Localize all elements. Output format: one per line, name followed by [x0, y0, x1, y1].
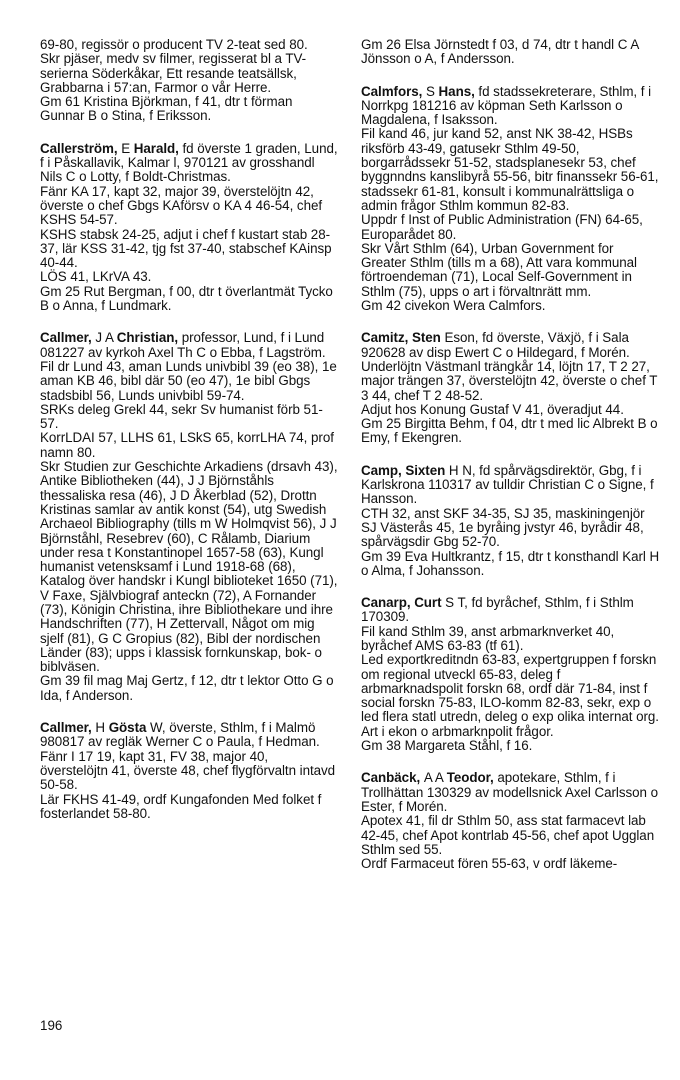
entry-paragraph: Skr Vårt Sthlm (64), Urban Government for Greater Sthlm (tills m a 68), Att vara kommunal förtroendeman (71), Local Self-Government in Sthlm (75), upps o art i förvaltnrätt mm.	[361, 240, 637, 299]
given-called-name: Harald,	[133, 140, 179, 156]
surname: Callmer,	[40, 330, 92, 346]
biography-entry	[361, 596, 661, 753]
entry-paragraph: SRKs deleg Grekl 44, sekr Sv humanist förb 51-57.	[40, 401, 323, 432]
entry-paragraph: Underlöjtn Västmanl trängkår 14, löjtn 17, T 2 27, major trängen 37, överstelöjtn 42, överste o chef T 3 44, chef T 2 48-52.	[361, 358, 658, 403]
entry-name	[40, 141, 179, 156]
entry-paragraph: Adjut hos Konung Gustaf V 41, överadjut 44.	[361, 401, 624, 417]
entry-paragraph: Skr pjäser, medv sv filmer, regisserat bl a TV-serierna Söderkåkar, Ett resande teatsällsk, Grabbarna i 57:an, Farmor o vår Herre.	[40, 51, 307, 95]
surname: Callmer,	[40, 720, 92, 736]
entry-lead-text: 69-80, regissör o producent TV 2-teat sed 80.	[40, 37, 308, 52]
entry-paragraph: Gm 38 Margareta Ståhl, f 16.	[361, 738, 533, 754]
entry-lead-paragraph	[40, 721, 338, 750]
entry-paragraph: Ordf Farmaceut fören 55-63, v ordf läkeme-	[361, 856, 618, 872]
given-plain: E	[121, 140, 134, 156]
entry-lead-text: överste, Sthlm, f i Malmö 980817 av regläk Werner C o Paula, f Hedman.	[40, 720, 320, 750]
given-called-name: Christian,	[116, 330, 179, 346]
entry-paragraph: Fil kand 46, jur kand 52, anst NK 38-42, HSBs riksförb 43-49, gatusekr Sthlm 49-50, borgarrådssekr 51-52, stadsplanesekr 53, chef byggnndns kanslibyrå 55-56, bitr finanssekr 56-61, stadssekr 61-81, konsult i kommunalrättsliga o admin frågor Sthlm kommun 82-83.	[361, 126, 659, 213]
entry-lead-paragraph	[361, 85, 661, 128]
biography-entry	[361, 464, 661, 578]
given-plain: H	[95, 720, 109, 736]
biography-entry	[361, 331, 661, 445]
given-names	[95, 720, 165, 735]
entry-lead-text: fd överste, Växjö, f i Sala 920628 av disp Ewert C o Hildegard, f Morén.	[361, 330, 630, 360]
entry-lead-text: fd byråchef, Sthlm, f i Sthlm 170309.	[361, 595, 634, 625]
entry-lead-text: fd spårvägsdirektör, Gbg, f i Karlskrona 110317 av tulldir Christian C o Signe, f Hansson.	[361, 462, 654, 507]
given-rest: S T,	[441, 595, 468, 611]
biography-entry	[361, 85, 661, 314]
given-called-name: Teodor,	[446, 770, 494, 786]
entry-paragraph: Fänr I 17 19, kapt 31, FV 38, major 40, överstelöjtn 41, överste 48, chef flygförvaltn intavd 50-58.	[40, 748, 336, 793]
entry-paragraph: Gm 61 Kristina Björkman, f 41, dtr t förman Gunnar B o Stina, f Eriksson.	[40, 94, 293, 124]
entry-lead-text: fd överste 1 graden, Lund, f i Påskallavik, Kalmar l, 970121 av grosshandl Nils C o Lotty, f Boldt-Christmas.	[40, 140, 338, 185]
biography-entry	[40, 38, 338, 124]
given-plain: A A	[423, 770, 447, 786]
entry-name	[361, 595, 468, 610]
surname: Canarp,	[361, 595, 411, 611]
entry-lead-paragraph	[361, 331, 661, 360]
entry-paragraph: Led exportkreditndn 63-83, expertgruppen f forskn om regional utveckl 65-83, deleg f arbmarknadspolit forskn 68, ordf där 71-84, inst f social forskn 75-83, ILO-komm 82-83, sekr, exp o led flera statl utredn, deleg o exp olika internat org.	[361, 652, 659, 725]
entry-lead-paragraph	[361, 596, 661, 625]
entry-paragraph: Gm 25 Rut Bergman, f 00, dtr t överlantmät Tycko B o Anna, f Lundmark.	[40, 283, 333, 314]
entry-lead-paragraph	[361, 464, 661, 507]
entry-lead-paragraph	[40, 331, 338, 360]
entry-name	[40, 720, 166, 735]
given-called-name: Hans,	[438, 83, 475, 99]
entry-paragraph: KSHS stabsk 24-25, adjut i chef f kustart stab 28-37, lär KSS 31-42, tjg fst 37-40, stabschef KAinsp 40-44.	[40, 226, 332, 271]
entry-paragraph: CTH 32, anst SKF 34-35, SJ 35, maskiningenjör SJ Västerås 45, 1e byråing jvstyr 46, byrådir 48, spårvägsdir Gbg 52-70.	[361, 505, 645, 550]
entry-lead-paragraph	[361, 38, 661, 67]
biography-entry	[361, 771, 661, 871]
entry-name	[40, 330, 178, 345]
surname: Callerström,	[40, 140, 118, 156]
right-column	[361, 38, 661, 889]
entry-paragraph: Uppdr f Inst of Public Administration (FN) 64-65, Europarådet 80.	[361, 212, 643, 242]
entry-lead-text: fd stadssekreterare, Sthlm, f i Norrkpg 181216 av köpman Seth Karlsson o Magdalena, f Isaksson.	[361, 83, 652, 128]
entry-paragraph: Fil kand Sthlm 39, anst arbmarknverket 40, byråchef AMS 63-83 (tf 61).	[361, 623, 615, 653]
given-rest: Eson,	[440, 330, 479, 346]
given-names	[95, 330, 178, 345]
given-names	[412, 330, 479, 345]
surname: Canbäck,	[361, 770, 421, 786]
surname: Camitz,	[361, 330, 409, 346]
given-names	[424, 770, 494, 785]
given-called-name: Sten	[411, 330, 441, 346]
given-names	[426, 84, 475, 99]
entry-paragraph: Gm 39 Eva Hultkrantz, f 15, dtr t konsthandl Karl H o Alma, f Johansson.	[361, 548, 660, 578]
given-rest: W,	[146, 720, 166, 736]
entry-paragraph: LÖS 41, LKrVA 43.	[40, 269, 152, 285]
given-called-name: Gösta	[108, 720, 147, 736]
surname: Calmfors,	[361, 83, 423, 99]
entry-name	[361, 463, 476, 478]
left-column	[40, 38, 338, 839]
biography-entry	[40, 331, 338, 703]
entry-paragraph: Skr Studien zur Geschichte Arkadiens (drsavh 43), Antike Bibliotheken (44), J J Björnståhls thessaliska resa (46), J D Åkerblad (52), Drottn Kristinas samlar av antik konst (54), utg Swedish Archaeol Bibliography (tills m W Holmqvist 56), J J Björnståhl, Resebrev (60), C Rålamb, Diarium under resa t Konstantinopel 1657-58 (63), Kungl humanist vetensksamf i Lund 1918-68 (68), Katalog över handskr i Kungl biblioteket 1650 (71), V Faxe, Självbiograf anteckn (72), A Fornander (73), Königin Christina, ihre Bibliothekare und ihre Handschriften (77), H Zettervall, Något om mig sjelf (81), G C Gropius (82), Bibl der nordischen Länder (83); upps i klassisk fornkunskap, bok- o biblväsen.	[40, 459, 338, 675]
surname: Camp,	[361, 462, 402, 478]
biography-entry	[40, 721, 338, 821]
entry-lead-paragraph	[40, 142, 338, 185]
entry-paragraph: Gm 42 civekon Wera Calmfors.	[361, 298, 546, 314]
entry-paragraph: Apotex 41, fil dr Sthlm 50, ass stat farmacevt lab 42-45, chef Apot kontrlab 45-56, chef apot Ugglan Sthlm sed 55.	[361, 813, 655, 857]
entry-paragraph: Art i ekon o arbmarknpolit frågor.	[361, 723, 554, 739]
given-names	[405, 463, 475, 478]
given-plain: S	[425, 83, 439, 99]
entry-lead-text: apotekare, Sthlm, f i Trollhättan 130329 av modellsnick Axel Carlsson o Ester, f Morén.	[361, 770, 659, 814]
entry-paragraph: Lär FKHS 41-49, ordf Kungafonden Med folket f fosterlandet 58-80.	[40, 791, 322, 821]
entry-paragraph: KorrLDAI 57, LLHS 61, LSkS 65, korrLHA 74, prof namn 80.	[40, 430, 334, 460]
given-rest: H N,	[445, 462, 476, 478]
entry-lead-paragraph	[361, 771, 661, 814]
biography-entry	[40, 142, 338, 314]
entry-lead-paragraph	[40, 38, 338, 52]
entry-paragraph: Fänr KA 17, kapt 32, major 39, överstelöjtn 42, överste o chef Gbgs KAförsv o KA 4 46-54, chef KSHS 54-57.	[40, 183, 323, 228]
entry-lead-text: Gm 26 Elsa Jörnstedt f 03, d 74, dtr t handl C A Jönsson o A, f Andersson.	[361, 37, 639, 67]
biography-entry	[361, 38, 661, 67]
entry-name	[361, 330, 478, 345]
given-names	[121, 141, 179, 156]
entry-paragraph: Gm 39 fil mag Maj Gertz, f 12, dtr t lektor Otto G o Ida, f Anderson.	[40, 673, 334, 703]
given-called-name: Curt	[414, 595, 442, 611]
entry-paragraph: Gm 25 Birgitta Behm, f 04, dtr t med lic Albrekt B o Emy, f Ekengren.	[361, 416, 658, 446]
given-called-name: Sixten	[405, 462, 446, 478]
given-names	[414, 595, 468, 610]
entry-lead-text: professor, Lund, f i Lund 081227 av kyrkoh Axel Th C o Ebba, f Lagström.	[40, 330, 326, 360]
entry-name	[361, 770, 494, 785]
given-plain: J A	[95, 330, 117, 346]
entry-name	[361, 84, 475, 99]
page-number: 196	[40, 1018, 63, 1033]
entry-paragraph: Fil dr Lund 43, aman Lunds univbibl 39 (eo 38), 1e aman KB 46, bibl där 50 (eo 47), 1e bibl Gbgs stadsbibl 56, Lunds univbibl 59-74.	[40, 358, 337, 403]
